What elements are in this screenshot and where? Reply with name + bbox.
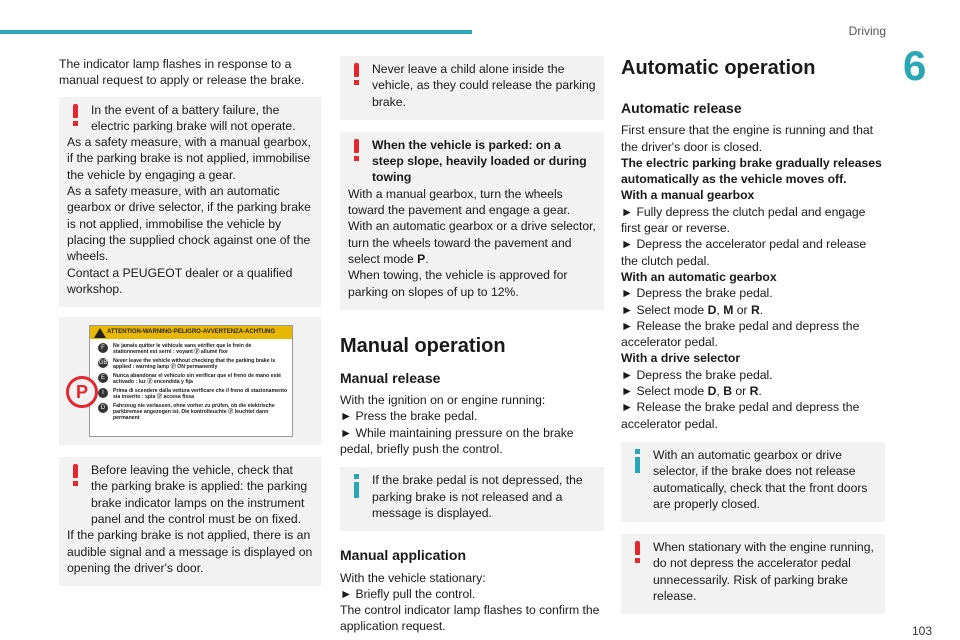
column-3: [621, 56, 885, 624]
warning-icon: [71, 464, 81, 486]
subheading: With an automatic gearbox: [621, 269, 777, 284]
info-line: If the brake pedal is not depressed, the parking brake is not released and a message is displayed.: [372, 473, 583, 520]
info-box-doors: [621, 442, 885, 522]
parking-label-figure: [59, 317, 321, 445]
warning-triangle-icon: [94, 328, 106, 338]
section-title: Driving: [848, 24, 886, 38]
subheading: With a manual gearbox: [621, 188, 755, 203]
body-line: First ensure that the engine is running and that the driver's door is closed.: [621, 123, 874, 154]
warning-sticker: [75, 325, 293, 437]
body-line: ► Depress the accelerator pedal and release the clutch pedal.: [621, 237, 867, 268]
warning-line: If the parking brake is not applied, there is an audible signal and a message is displayed on opening the driver's door.: [67, 528, 313, 575]
chapter-number: 6: [903, 42, 927, 89]
warning-line: When stationary with the engine running, do not depress the accelerator pedal unnecessarily. Risk of parking brake release.: [653, 540, 874, 604]
heading-automatic-release: Automatic release: [621, 100, 742, 116]
sticker-line: I Prima di scendere dalla vettura verificare che il freno di stazionamento sia inserito : spia ⓟ accesa fissa: [98, 388, 288, 400]
subheading: With a drive selector: [621, 351, 741, 366]
warning-line: As a safety measure, with a manual gearbox, if the parking brake is not applied, immobilise the vehicle by engaging a gear.: [67, 135, 311, 182]
warning-icon: [352, 139, 362, 161]
body-line: ► Briefly pull the control.: [340, 586, 476, 601]
sticker-heading: ATTENTION-WARNING-PELIGRO-AVVERTENZA-ACHTUNG: [90, 326, 292, 339]
body-line: ► Release the brake pedal and depress the accelerator pedal.: [621, 400, 860, 431]
body-line: The control indicator lamp flashes to confirm the application request.: [340, 603, 600, 634]
body-line: ► While maintaining pressure on the brake pedal, briefly push the control.: [340, 425, 574, 457]
body-line: ► Select mode D, B or R.: [621, 384, 762, 399]
body-line: The electric parking brake gradually releases automatically as the vehicle moves off.: [621, 155, 882, 187]
header-rule: [0, 30, 472, 34]
warning-icon: [71, 104, 81, 126]
sticker-line: E Nunca abandonar el vehículo sin verificar que el freno de mano esté activado : luz ⓟ encendida y fija: [98, 373, 288, 385]
body-line: ► Depress the brake pedal.: [621, 286, 773, 301]
warning-line: As a safety measure, with an automatic gearbox or drive selector, if the parking brake is not applied, immobilise the vehicle by placing the supplied chock against one of the wheels.: [67, 184, 311, 264]
warning-line: In the event of a battery failure, the electric parking brake will not operate.: [91, 102, 296, 133]
body-line: ► Fully depress the clutch pedal and engage first gear or reverse.: [621, 204, 866, 236]
body-line: ► Select mode D, M or R.: [621, 302, 764, 317]
sticker-line: GB Never leave the vehicle without checking that the parking brake is applied : warning lamp ⓟ ON permanently: [98, 358, 276, 371]
warning-box-battery: [59, 97, 321, 308]
warning-icon: [633, 541, 643, 563]
warning-icon: [352, 63, 362, 85]
column-1: [59, 56, 321, 596]
warning-box-leaving: [59, 457, 321, 586]
column-2: [340, 56, 604, 635]
body-line: With the ignition on or engine running:: [340, 393, 546, 408]
warning-line: With a manual gearbox, turn the wheels toward the pavement and engage a gear.: [348, 186, 571, 218]
info-box-brake: [340, 467, 604, 531]
warning-line: When towing, the vehicle is approved for parking on slopes of up to 12%.: [348, 268, 568, 299]
warning-title: When the vehicle is parked: on a steep slope, heavily loaded or during towing: [372, 137, 587, 185]
body-line: ► Press the brake pedal.: [340, 409, 478, 424]
info-icon: [633, 449, 643, 471]
warning-line: With an automatic gearbox or a drive selector, turn the wheels toward the pavement and select mode P.: [348, 219, 596, 266]
body-line: ► Release the brake pedal and depress the accelerator pedal.: [621, 318, 860, 350]
parking-brake-icon: P: [66, 376, 98, 408]
info-line: With an automatic gearbox or drive selector, if the brake does not release automatically, check that the front doors are properly closed.: [653, 447, 868, 511]
warning-box-accelerator: [621, 534, 885, 614]
heading-automatic-operation: Automatic operation: [621, 57, 816, 79]
heading-manual-release: Manual release: [340, 369, 441, 386]
info-icon: [352, 474, 362, 496]
warning-line: Contact a PEUGEOT dealer or a qualified workshop.: [67, 265, 293, 296]
sticker-line: D Fahrzeug nie verlassen, ohne vorher zu prüfen, ob die elektrische parkbremse angezogen ist. Die kontrolleuchte ⓟ leuchtet dann permanent: [98, 403, 288, 421]
page-number: 103: [911, 624, 932, 638]
sticker-line: F Ne jamais quitter le véhicule sans vérifier que le frein de stationnement est serré : voyant ⓟ allumé fixe: [98, 343, 288, 355]
body-line: ► Depress the brake pedal.: [621, 367, 773, 382]
warning-box-child: [340, 56, 604, 120]
warning-line: Never leave a child alone inside the vehicle, as they could release the parking brake.: [372, 62, 596, 109]
heading-manual-application: Manual application: [340, 547, 467, 564]
heading-manual-operation: Manual operation: [340, 334, 506, 357]
intro-text: The indicator lamp flashes in response to a manual request to apply or release the brake.: [59, 57, 305, 88]
warning-line: Before leaving the vehicle, check that the parking brake is applied: the parking brake indicator lamps on the instrument panel and the control must be on fixed.: [91, 463, 308, 527]
warning-box-parked: [340, 132, 604, 310]
body-line: With the vehicle stationary:: [340, 570, 486, 585]
